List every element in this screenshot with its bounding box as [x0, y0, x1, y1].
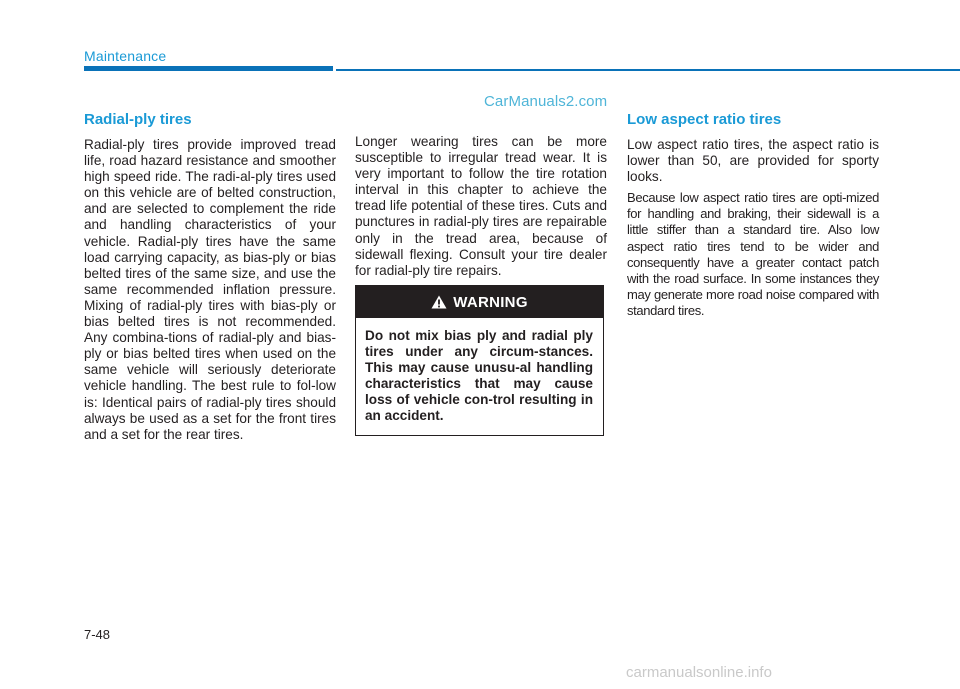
watermark-top[interactable]: CarManuals2.com	[484, 93, 608, 110]
header-rule-thin	[336, 69, 960, 71]
paragraph-low-aspect-2: Because low aspect ratio tires are opti-mized for handling and braking, their sidewall is a little stiffer than a standard tire. Also low aspect ratio tires tend to be wider and consequently have a greater contact patch with the road surface. In some instances they may generate more road noise compared with standard tires.	[627, 190, 879, 318]
paragraph-tread-wear: Longer wearing tires can be more susceptible to irregular tread wear. It is very important to follow the tire rotation interval in this chapter to achieve the tread life potential of these tires. Cuts and punctures in radial-ply tires are repairable only in the tread area, because of sidewall flexing. Consult your tire dealer for radial-ply tire repairs.	[355, 134, 607, 278]
column-radial-ply	[84, 110, 336, 448]
warning-label: WARNING	[453, 293, 528, 311]
watermark-footer[interactable]: carmanualsonline.info	[626, 664, 772, 681]
warning-triangle-icon	[431, 295, 447, 309]
heading-radial-ply: Radial-ply tires	[84, 111, 192, 128]
paragraph-low-aspect-1: Low aspect ratio tires, the aspect ratio is lower than 50, are provided for sporty looks.	[627, 137, 879, 185]
paragraph-radial-ply: Radial-ply tires provide improved tread life, road hazard resistance and smoother high speed ride. The radi-al-ply tires used on this vehicle are of belted construction, and are selected to complement the ride and handling characteristics of your vehicle. Radial-ply tires have the same load carrying capacity, as bias-ply or bias belted tires of the same size, and use the same recommended inflation pressure. Mixing of radial-ply tires with bias-ply or bias belted tires is not recommended. Any combina-tions of radial-ply and bias-ply or bias belted tires when used on the same vehicle will seriously deteriorate vehicle handling. The best rule to fol-low is: Identical pairs of radial-ply tires should always be used as a set for the front tires and a set for the rear tires.	[84, 137, 336, 442]
warning-text: Do not mix bias ply and radial ply tires under any circum-stances. This may cause unusu-al handling characteristics that may cause loss of vehicle con-trol resulting in an accident.	[365, 328, 593, 424]
header-rule-thick	[84, 66, 333, 71]
page-number: 7-48	[84, 627, 111, 642]
column-tread-wear	[355, 134, 607, 284]
section-title: Maintenance	[84, 48, 167, 64]
warning-header	[356, 286, 603, 318]
heading-low-aspect: Low aspect ratio tires	[627, 111, 782, 128]
column-low-aspect	[627, 110, 879, 324]
warning-box	[355, 285, 604, 436]
